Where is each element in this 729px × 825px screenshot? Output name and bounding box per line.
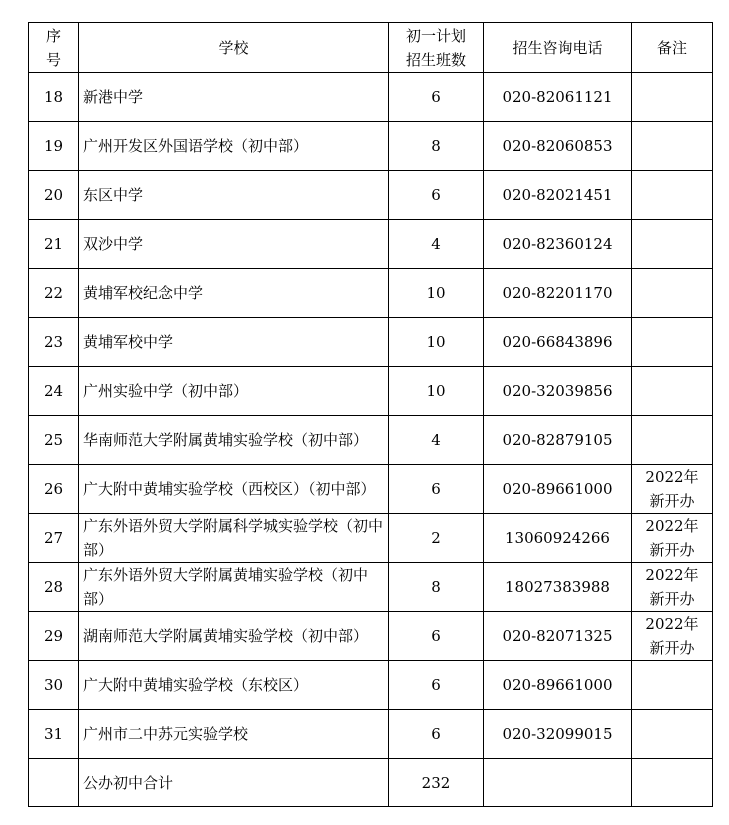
header-school: 学校 <box>79 23 389 73</box>
class-count: 4 <box>389 416 484 465</box>
table-row <box>29 122 713 171</box>
remark-cell <box>632 416 713 465</box>
remark-line: 新开办 <box>649 590 695 608</box>
class-count: 4 <box>389 220 484 269</box>
school-name: 湖南师范大学附属黄埔实验学校（初中部） <box>79 612 389 661</box>
table-row <box>29 661 713 710</box>
phone-number: 020-32099015 <box>484 710 632 759</box>
table-row <box>29 367 713 416</box>
total-no-cell <box>29 759 79 807</box>
total-remark-cell <box>632 759 713 807</box>
row-number: 27 <box>29 514 79 563</box>
class-count: 6 <box>389 612 484 661</box>
remark-line: 2022年 <box>645 468 699 486</box>
phone-number: 020-82021451 <box>484 171 632 220</box>
table-row <box>29 465 713 514</box>
school-name: 广东外语外贸大学附属科学城实验学校（初中部） <box>79 514 389 563</box>
table-row <box>29 514 713 563</box>
row-number: 30 <box>29 661 79 710</box>
remark-cell <box>632 220 713 269</box>
class-count: 2 <box>389 514 484 563</box>
class-count: 6 <box>389 465 484 514</box>
remark-line: 新开办 <box>649 492 695 510</box>
remark-line: 新开办 <box>649 639 695 657</box>
row-number: 19 <box>29 122 79 171</box>
total-phone-cell <box>484 759 632 807</box>
phone-number: 020-89661000 <box>484 465 632 514</box>
remark-line: 2022年 <box>645 517 699 535</box>
class-count: 6 <box>389 73 484 122</box>
row-number: 29 <box>29 612 79 661</box>
remark-cell <box>632 514 713 563</box>
class-count: 6 <box>389 710 484 759</box>
phone-number: 020-32039856 <box>484 367 632 416</box>
school-name: 广大附中黄埔实验学校（西校区）（初中部） <box>79 465 389 514</box>
table-row <box>29 416 713 465</box>
class-count: 8 <box>389 563 484 612</box>
class-count: 8 <box>389 122 484 171</box>
table-row <box>29 318 713 367</box>
school-name: 双沙中学 <box>79 220 389 269</box>
table-row <box>29 710 713 759</box>
row-number: 18 <box>29 73 79 122</box>
table-row <box>29 269 713 318</box>
row-number: 26 <box>29 465 79 514</box>
phone-number: 020-89661000 <box>484 661 632 710</box>
remark-line: 2022年 <box>645 566 699 584</box>
remark-cell <box>632 171 713 220</box>
row-number: 21 <box>29 220 79 269</box>
header-no: 序 号 <box>29 23 79 73</box>
phone-number: 020-82071325 <box>484 612 632 661</box>
remark-cell <box>632 367 713 416</box>
row-number: 20 <box>29 171 79 220</box>
school-name: 东区中学 <box>79 171 389 220</box>
phone-number: 020-82201170 <box>484 269 632 318</box>
total-classes: 232 <box>389 759 484 807</box>
remark-cell <box>632 122 713 171</box>
class-count: 10 <box>389 269 484 318</box>
table-row <box>29 73 713 122</box>
row-number: 25 <box>29 416 79 465</box>
row-number: 23 <box>29 318 79 367</box>
school-name: 黄埔军校纪念中学 <box>79 269 389 318</box>
phone-number: 020-82061121 <box>484 73 632 122</box>
school-name: 广州开发区外国语学校（初中部） <box>79 122 389 171</box>
table-row <box>29 612 713 661</box>
school-name: 新港中学 <box>79 73 389 122</box>
class-count: 10 <box>389 367 484 416</box>
school-name: 华南师范大学附属黄埔实验学校（初中部） <box>79 416 389 465</box>
row-number: 22 <box>29 269 79 318</box>
school-name: 广州市二中苏元实验学校 <box>79 710 389 759</box>
remark-cell <box>632 563 713 612</box>
class-count: 6 <box>389 661 484 710</box>
table-row <box>29 563 713 612</box>
phone-number: 020-82060853 <box>484 122 632 171</box>
remark-line: 新开办 <box>649 541 695 559</box>
phone-number: 13060924266 <box>484 514 632 563</box>
remark-cell <box>632 318 713 367</box>
school-name: 黄埔军校中学 <box>79 318 389 367</box>
school-name: 广州实验中学（初中部） <box>79 367 389 416</box>
row-number: 28 <box>29 563 79 612</box>
header-row <box>29 23 713 73</box>
remark-line: 2022年 <box>645 615 699 633</box>
phone-number: 18027383988 <box>484 563 632 612</box>
header-classes: 初一计划 招生班数 <box>389 23 484 73</box>
school-enrollment-table <box>28 22 713 807</box>
table-row <box>29 220 713 269</box>
header-phone: 招生咨询电话 <box>484 23 632 73</box>
class-count: 10 <box>389 318 484 367</box>
remark-cell <box>632 269 713 318</box>
remark-cell <box>632 710 713 759</box>
remark-cell <box>632 465 713 514</box>
phone-number: 020-82360124 <box>484 220 632 269</box>
remark-cell <box>632 612 713 661</box>
total-label: 公办初中合计 <box>79 759 389 807</box>
table-row <box>29 171 713 220</box>
table-body <box>29 73 713 807</box>
remark-cell <box>632 73 713 122</box>
row-number: 31 <box>29 710 79 759</box>
row-number: 24 <box>29 367 79 416</box>
remark-cell <box>632 661 713 710</box>
total-row <box>29 759 713 807</box>
phone-number: 020-82879105 <box>484 416 632 465</box>
school-name: 广大附中黄埔实验学校（东校区） <box>79 661 389 710</box>
class-count: 6 <box>389 171 484 220</box>
school-name: 广东外语外贸大学附属黄埔实验学校（初中部） <box>79 563 389 612</box>
phone-number: 020-66843896 <box>484 318 632 367</box>
header-remark: 备注 <box>632 23 713 73</box>
